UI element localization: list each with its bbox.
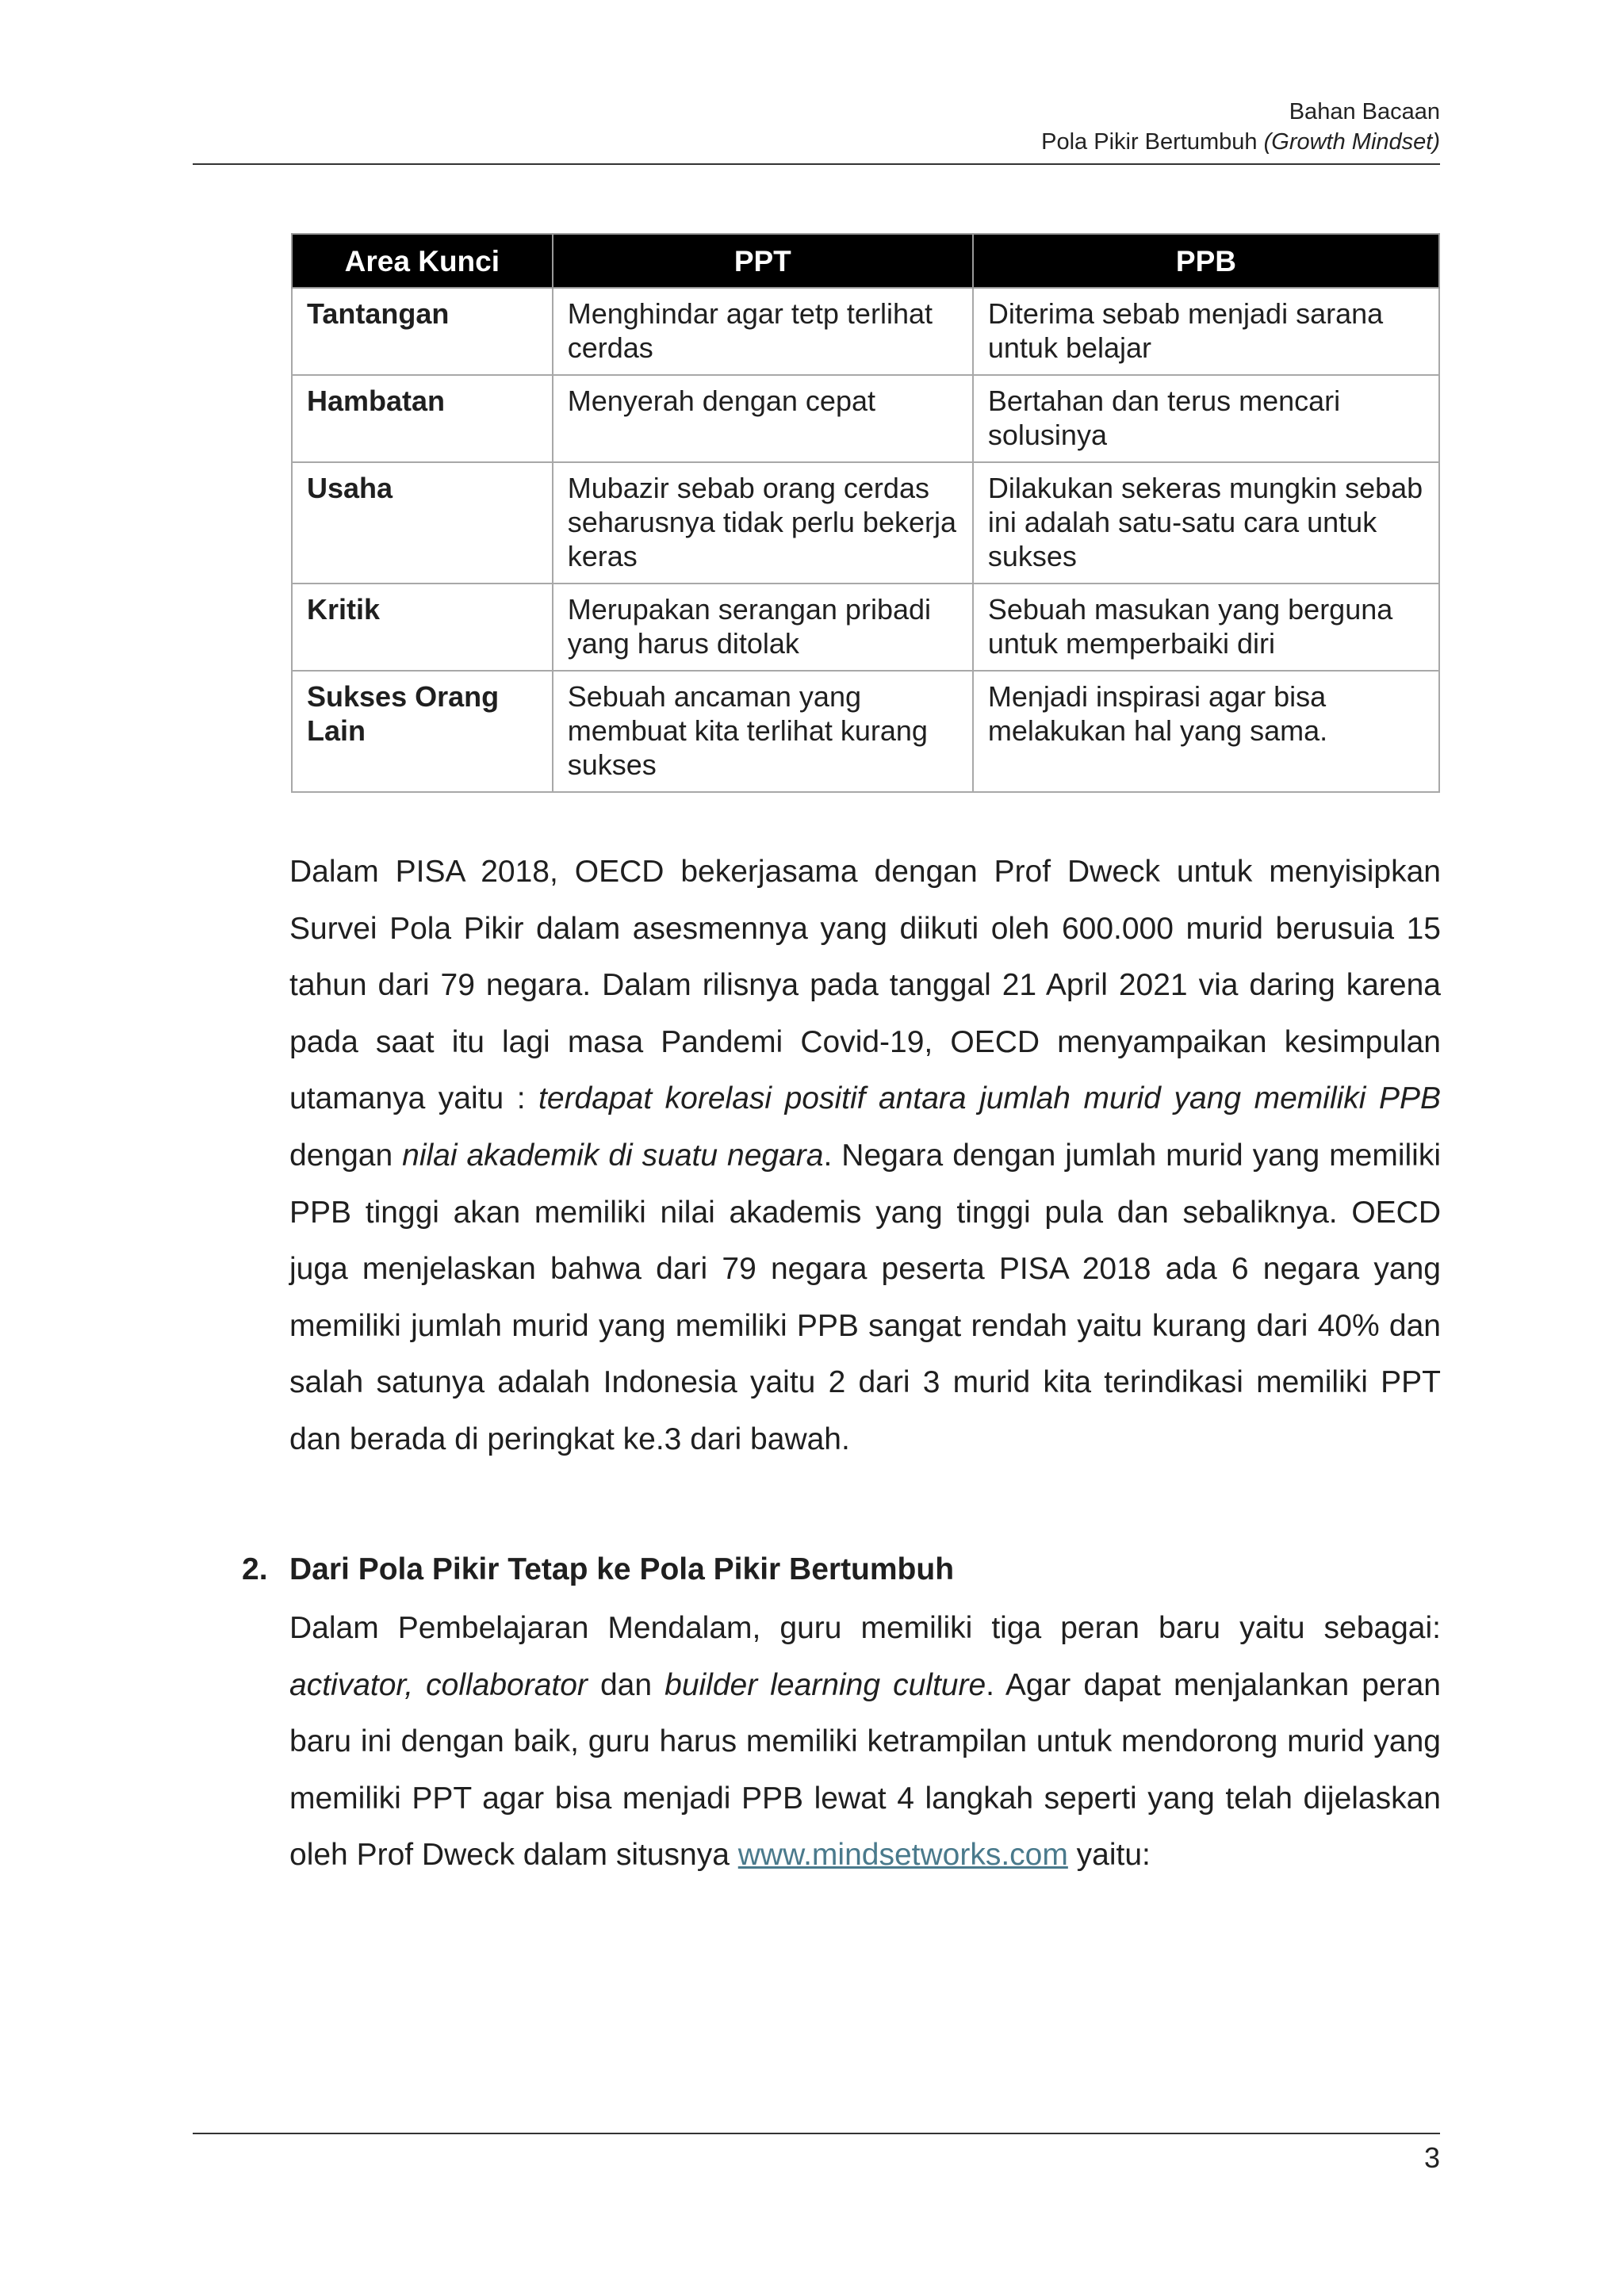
header-doc-type: Bahan Bacaan (1289, 99, 1440, 124)
row-key: Sukses Orang Lain (292, 671, 553, 792)
row-ppb: Sebuah masukan yang berguna untuk memperbaiki diri (973, 584, 1439, 671)
pisa-paragraph (289, 844, 1441, 1468)
table-row (292, 462, 1439, 584)
emphasis-run: nilai akademik di suatu negara (402, 1138, 824, 1173)
table-row (292, 671, 1439, 792)
text-run: . Agar dapat menjalankan peran baru ini dengan baik, guru harus memiliki ketrampilan untuk mendorong murid yang memiliki PPT agar bisa menjadi PPB lewat 4 langkah seperti yang telah dijelaskan oleh Prof Dweck dalam situsnya (289, 1667, 1441, 1873)
row-ppt: Sebuah ancaman yang membuat kita terlihat kurang sukses (553, 671, 973, 792)
table-row (292, 584, 1439, 671)
row-ppb: Diterima sebab menjadi sarana untuk belajar (973, 288, 1439, 375)
row-key: Kritik (292, 584, 553, 671)
emphasis-run: builder learning culture (665, 1667, 986, 1702)
row-ppt: Merupakan serangan pribadi yang harus ditolak (553, 584, 973, 671)
column-header-ppt: PPT (553, 234, 973, 288)
text-run: dan (587, 1667, 665, 1702)
table-row (292, 375, 1439, 462)
row-ppb: Dilakukan sekeras mungkin sebab ini adalah satu-satu cara untuk sukses (973, 462, 1439, 584)
row-key: Hambatan (292, 375, 553, 462)
emphasis-run: terdapat korelasi positif antara jumlah murid yang memiliki PPB (538, 1081, 1441, 1116)
page-number: 3 (1423, 2141, 1440, 2174)
text-run: yaitu: (1067, 1838, 1151, 1873)
row-ppt: Menyerah dengan cepat (553, 375, 973, 462)
running-header (1041, 97, 1440, 157)
text-run: Dalam Pembelajaran Mendalam, guru memiliki tiga peran baru yaitu sebagai: (289, 1611, 1441, 1645)
footer-divider (193, 2133, 1440, 2134)
section-number: 2. (242, 1552, 268, 1586)
row-ppb: Menjadi inspirasi agar bisa melakukan hal yang sama. (973, 671, 1439, 792)
text-run: . Negara dengan jumlah murid yang memiliki PPB tinggi akan memiliki nilai akademis yang tinggi pula dan sebaliknya. OECD juga menjelaskan bahwa dari 79 negara peserta PISA 2018 ada 6 negara yang memiliki jumlah murid yang memiliki PPB sangat rendah yaitu kurang dari 40% dan salah satunya adalah Indonesia yaitu 2 dari 3 murid kita terindikasi memiliki PPT dan berada di peringkat ke.3 dari bawah. (289, 1138, 1442, 1456)
table-header-row (292, 234, 1439, 288)
emphasis-run: activator, collaborator (289, 1667, 588, 1702)
header-title-italic: (Growth Mindset) (1263, 129, 1440, 155)
section-heading (242, 1541, 954, 1598)
mindsetworks-link[interactable]: www.mindsetworks.com (737, 1838, 1068, 1873)
section-title: Dari Pola Pikir Tetap ke Pola Pikir Bertumbuh (289, 1552, 955, 1586)
row-ppt: Menghindar agar tetp terlihat cerdas (553, 288, 973, 375)
header-doc-title (1041, 127, 1440, 157)
header-title-main: Pola Pikir Bertumbuh (1041, 129, 1264, 155)
header-divider (193, 163, 1440, 165)
mindset-comparison-table (291, 233, 1440, 793)
row-key: Usaha (292, 462, 553, 584)
table-row (292, 288, 1439, 375)
column-header-ppb: PPB (973, 234, 1439, 288)
roles-paragraph (289, 1600, 1441, 1884)
text-run: Dalam PISA 2018, OECD bekerjasama dengan Prof Dweck untuk menyisipkan Survei Pola Pikir dalam asesmennya yang diikuti oleh 600.000 murid berusuia 15 tahun dari 79 negara. Dalam rilisnya pada tanggal 21 April 2021 via daring karena pada saat itu lagi masa Pandemi Covid-19, OECD menyampaikan kesimpulan utamanya yaitu : (289, 855, 1441, 1116)
column-header-area: Area Kunci (292, 234, 553, 288)
row-ppt: Mubazir sebab orang cerdas seharusnya tidak perlu bekerja keras (553, 462, 973, 584)
text-run: dengan (289, 1138, 403, 1173)
row-key: Tantangan (292, 288, 553, 375)
row-ppb: Bertahan dan terus mencari solusinya (973, 375, 1439, 462)
